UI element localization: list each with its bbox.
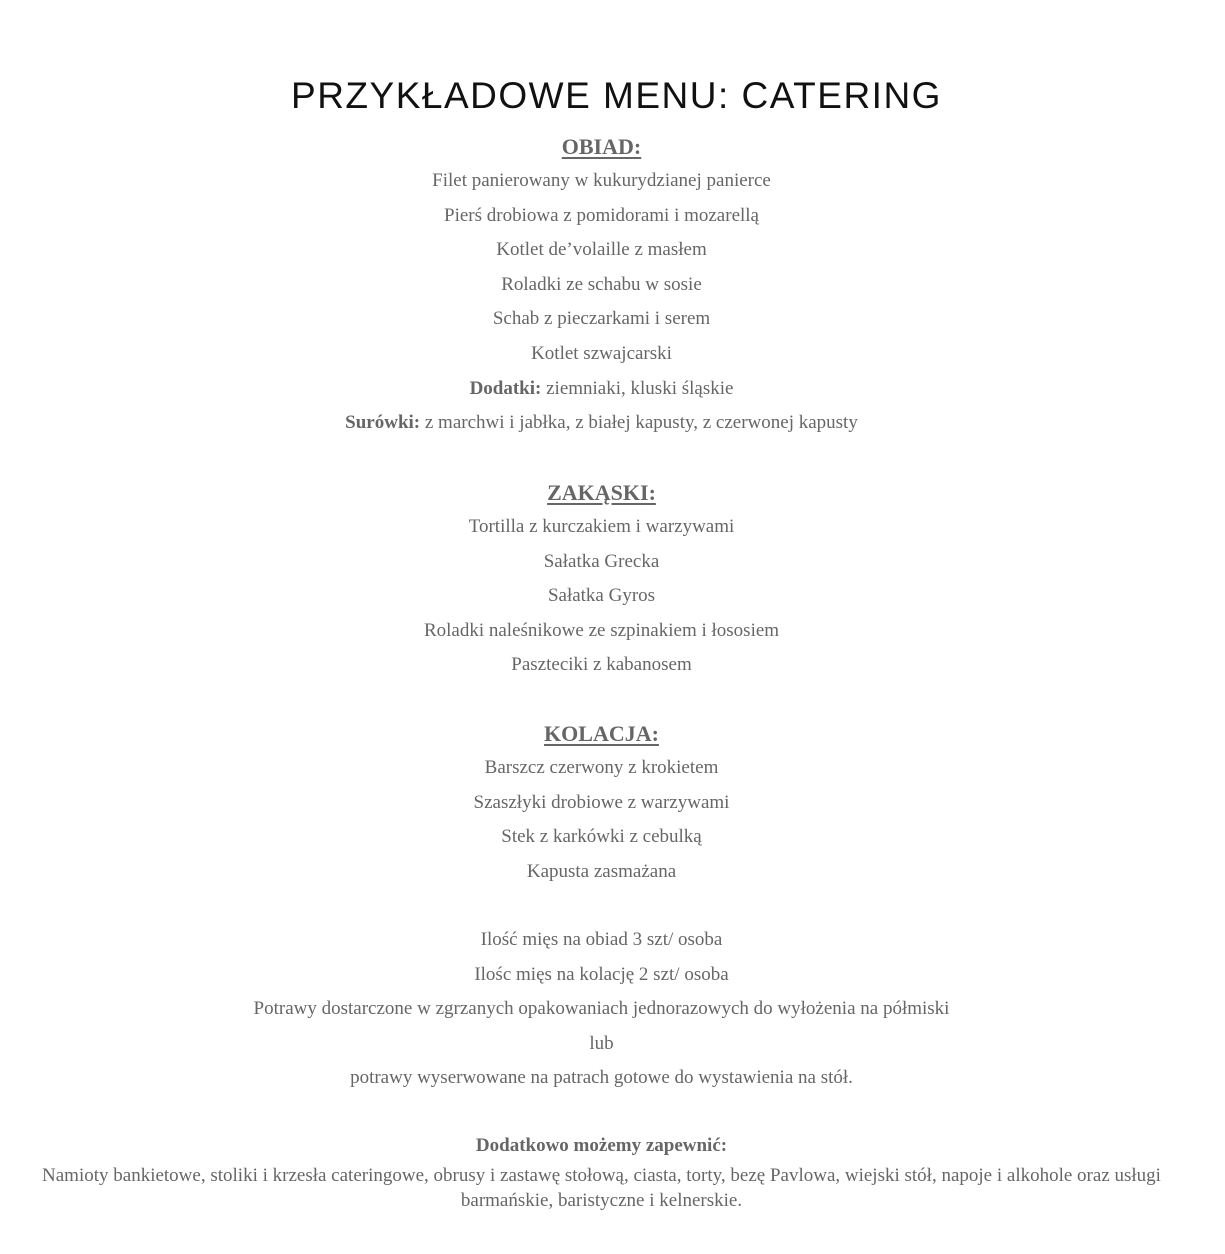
- info-line: lub: [589, 1032, 614, 1054]
- dodatki-label: Dodatki:: [469, 377, 542, 399]
- dodatki-text: ziemniaki, kluski śląskie: [541, 377, 734, 399]
- extras-section: [30, 1129, 1173, 1213]
- info-section: [0, 923, 1203, 1096]
- zakaski-section: [0, 476, 1203, 683]
- info-line: potrawy wyserwowane na patrach gotowe do wystawienia na stół.: [350, 1067, 853, 1089]
- surowki-text: z marchwi i jabłka, z białej kapusty, z czerwonej kapusty: [420, 412, 858, 434]
- dodatki-line: [0, 372, 1203, 407]
- kolacja-item: Stek z karkówki z cebulką: [501, 826, 702, 848]
- zakaski-heading: ZAKĄSKI:: [547, 480, 656, 505]
- page-title: PRZYKŁADOWE MENU: CATERING: [291, 75, 942, 116]
- obiad-section: [0, 130, 1203, 441]
- info-line: Ilośc mięs na kolację 2 szt/ osoba: [474, 963, 729, 985]
- zakaski-item: Tortilla z kurczakiem i warzywami: [468, 516, 735, 537]
- kolacja-section: [0, 717, 1203, 889]
- info-line: Ilość mięs na obiad 3 szt/ osoba: [480, 929, 723, 950]
- obiad-item: Filet panierowany w kukurydzianej panierce: [432, 170, 771, 191]
- obiad-heading: OBIAD:: [561, 134, 642, 159]
- zakaski-item: Paszteciki z kabanosem: [511, 654, 692, 676]
- obiad-item: Schab z pieczarkami i serem: [492, 308, 711, 330]
- extras-heading: Dodatkowo możemy zapewnić:: [475, 1135, 728, 1156]
- obiad-item: Kotlet szwajcarski: [531, 342, 672, 364]
- info-line: Potrawy dostarczone w zgrzanych opakowaniach jednorazowych do wyłożenia na półmiski: [253, 998, 950, 1020]
- kolacja-item: Barszcz czerwony z krokietem: [484, 757, 719, 778]
- obiad-item: Pierś drobiowa z pomidorami i mozarellą: [444, 204, 759, 226]
- kolacja-item: Kapusta zasmażana: [526, 860, 677, 882]
- kolacja-item: Szaszłyki drobiowe z warzywami: [473, 791, 730, 813]
- surowki-line: [0, 406, 1203, 441]
- obiad-item: Roladki ze schabu w sosie: [501, 273, 702, 295]
- zakaski-item: Sałatka Grecka: [543, 550, 660, 572]
- zakaski-item: Roladki naleśnikowe ze szpinakiem i łososiem: [423, 619, 780, 641]
- extras-text: Namioty bankietowe, stoliki i krzesła cateringowe, obrusy i zastawę stołową, ciasta, torty, bezę Pavlowa, wiejski stół, napoje i alkohole oraz usługi barmańskie, baristyczne i kelnerskie.: [42, 1165, 1161, 1211]
- zakaski-item: Sałatka Gyros: [547, 585, 656, 607]
- obiad-item: Kotlet de’volaille z masłem: [496, 239, 707, 261]
- kolacja-heading: KOLACJA:: [544, 721, 659, 746]
- surowki-label: Surówki:: [345, 412, 421, 434]
